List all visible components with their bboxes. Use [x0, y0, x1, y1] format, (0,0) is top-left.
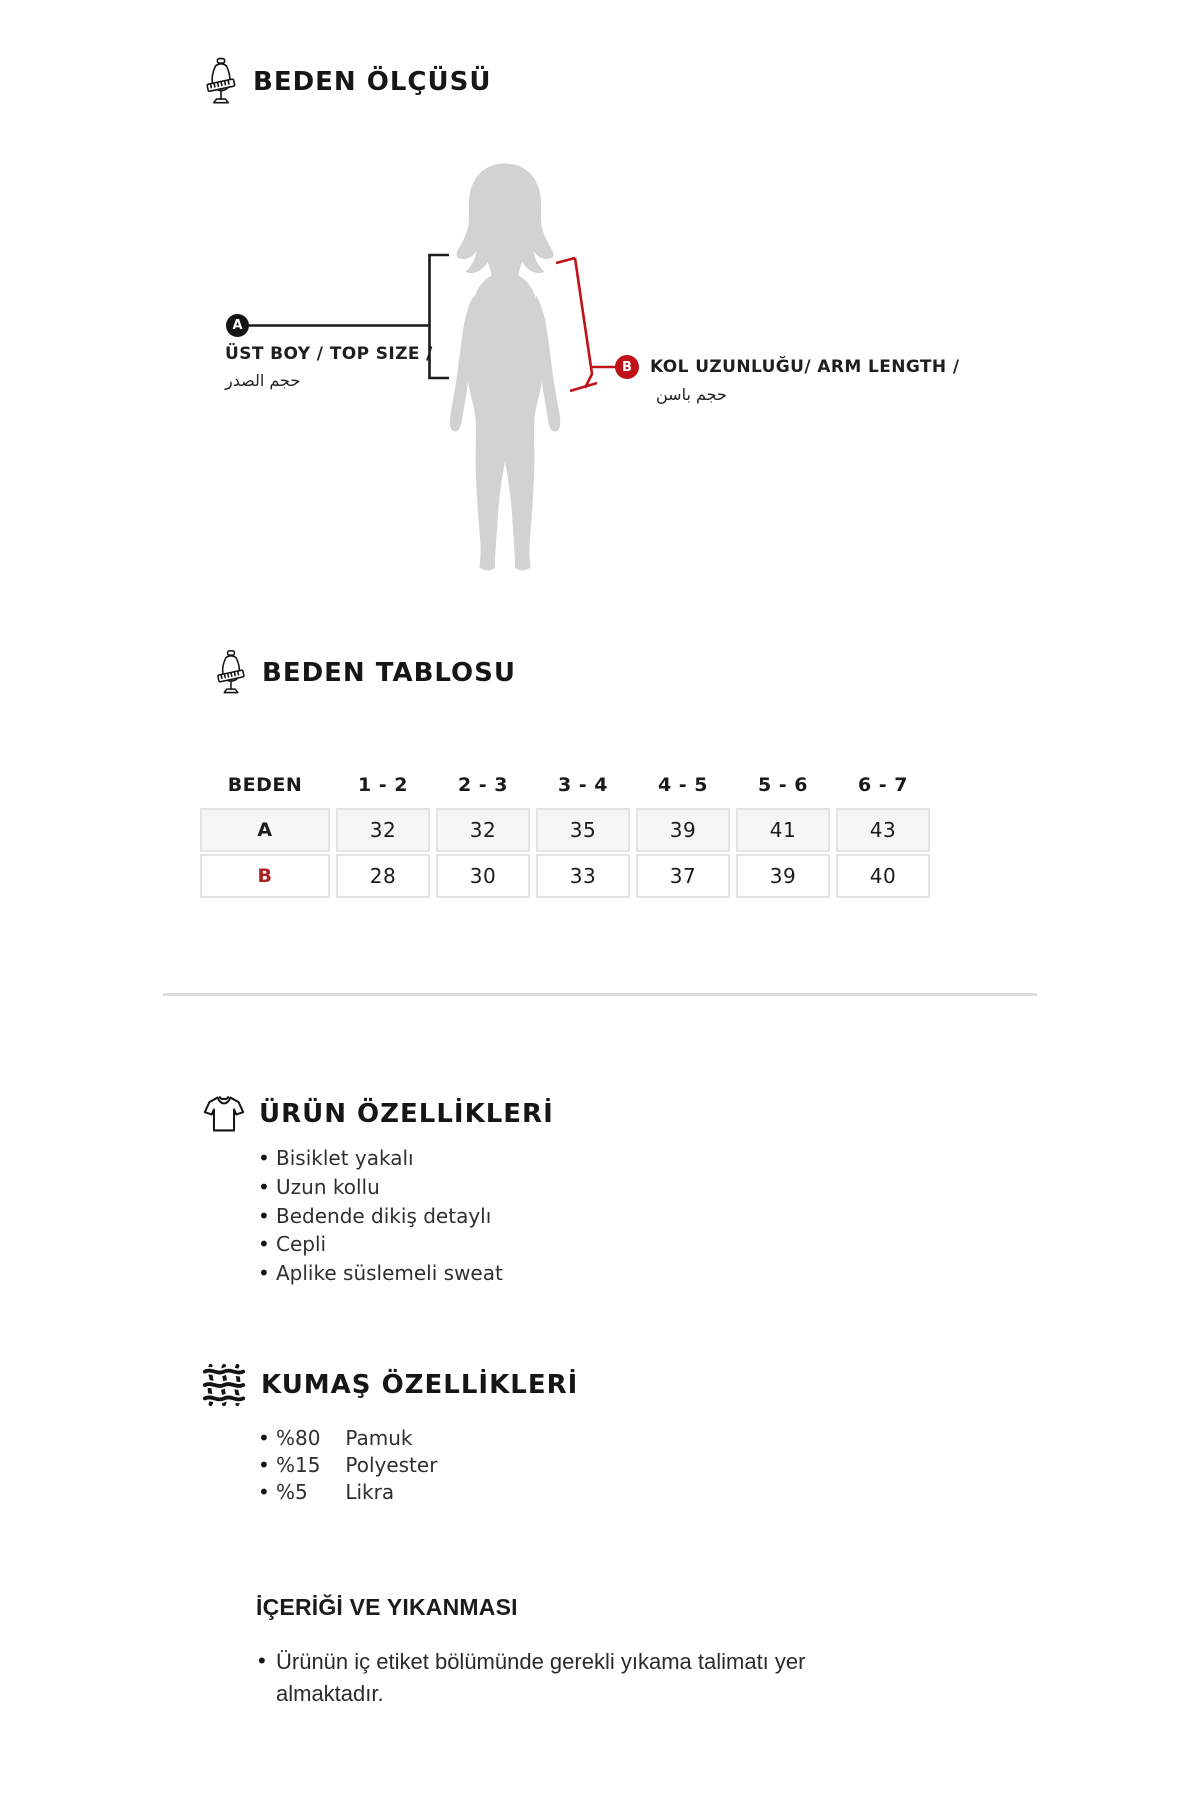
table-cell: 39	[736, 854, 830, 898]
fabric-item	[258, 1425, 437, 1452]
fabric-item	[258, 1479, 437, 1506]
product-feature-item: • Uzun kollu	[258, 1173, 503, 1202]
fabric-features-list	[258, 1425, 437, 1506]
table-row-b	[200, 854, 930, 898]
care-heading: İÇERİĞİ VE YIKANMASI	[256, 1594, 518, 1620]
measurement-lines	[0, 0, 1200, 660]
marker-a-badge	[226, 314, 249, 337]
silhouette-body	[468, 273, 542, 571]
row-b-label: B	[200, 854, 330, 898]
product-feature-item: • Aplike süslemeli sweat	[258, 1259, 503, 1288]
fabric-percent: %80	[276, 1426, 321, 1450]
fabric-name: Likra	[345, 1480, 395, 1504]
table-header-col: 5 - 6	[757, 774, 809, 796]
size-table-header-row	[200, 770, 930, 800]
product-features-heading	[203, 1094, 554, 1134]
fabric-weave-icon	[201, 1362, 247, 1408]
marker-a-label-arabic: حجم الصدر	[225, 371, 301, 390]
section-divider	[163, 993, 1037, 996]
product-features-list	[258, 1144, 503, 1288]
table-header-col: 2 - 3	[457, 774, 509, 796]
table-cell: 28	[336, 854, 430, 898]
fabric-features-heading	[201, 1362, 578, 1408]
fabric-features-title: KUMAŞ ÖZELLİKLERİ	[261, 1370, 579, 1400]
table-header-col: 4 - 5	[657, 774, 709, 796]
fabric-name: Pamuk	[345, 1426, 413, 1450]
table-cell: 40	[836, 854, 930, 898]
child-silhouette	[416, 158, 594, 576]
size-table-heading	[214, 648, 516, 698]
table-cell: 33	[536, 854, 630, 898]
row-a-label: A	[200, 808, 330, 852]
product-feature-item: • Cepli	[258, 1230, 503, 1259]
fabric-percent: %15	[276, 1453, 321, 1477]
size-measure-heading	[203, 56, 491, 108]
mannequin-icon	[203, 56, 239, 108]
table-cell: 30	[436, 854, 530, 898]
care-list	[258, 1646, 918, 1710]
table-cell: 39	[636, 808, 730, 852]
marker-a-letter: A	[232, 318, 243, 333]
table-cell: 41	[736, 808, 830, 852]
table-row-a	[200, 808, 930, 852]
marker-b-label: KOL UZUNLUĞU/ ARM LENGTH /	[650, 357, 960, 377]
table-header-beden: BEDEN	[227, 774, 303, 796]
mannequin-icon	[214, 648, 248, 698]
fabric-item	[258, 1452, 437, 1479]
marker-b-label-arabic: حجم باسن	[656, 385, 727, 404]
table-cell: 32	[436, 808, 530, 852]
fabric-percent: %5	[276, 1480, 308, 1504]
table-header-col: 6 - 7	[857, 774, 909, 796]
tshirt-icon	[203, 1094, 245, 1134]
size-table	[200, 770, 930, 898]
table-cell: 37	[636, 854, 730, 898]
table-cell: 43	[836, 808, 930, 852]
product-feature-item: • Bedende dikiş detaylı	[258, 1202, 503, 1231]
size-measure-title: BEDEN ÖLÇÜSÜ	[253, 67, 492, 97]
product-feature-item: • Bisiklet yakalı	[258, 1144, 503, 1173]
size-table-title: BEDEN TABLOSU	[262, 658, 516, 688]
table-cell: 32	[336, 808, 430, 852]
table-header-col: 1 - 2	[357, 774, 409, 796]
fabric-name: Polyester	[345, 1453, 438, 1477]
table-header-col: 3 - 4	[557, 774, 609, 796]
care-item: • Ürünün iç etiket bölümünde gerekli yıkama talimatı yer almaktadır.	[258, 1646, 918, 1710]
silhouette-head-hair	[457, 164, 554, 282]
table-cell: 35	[536, 808, 630, 852]
marker-b-letter: B	[622, 359, 632, 375]
product-features-title: ÜRÜN ÖZELLİKLERİ	[259, 1099, 554, 1129]
marker-a-label: ÜST BOY / TOP SIZE /	[225, 344, 433, 364]
marker-b-badge	[615, 355, 639, 379]
